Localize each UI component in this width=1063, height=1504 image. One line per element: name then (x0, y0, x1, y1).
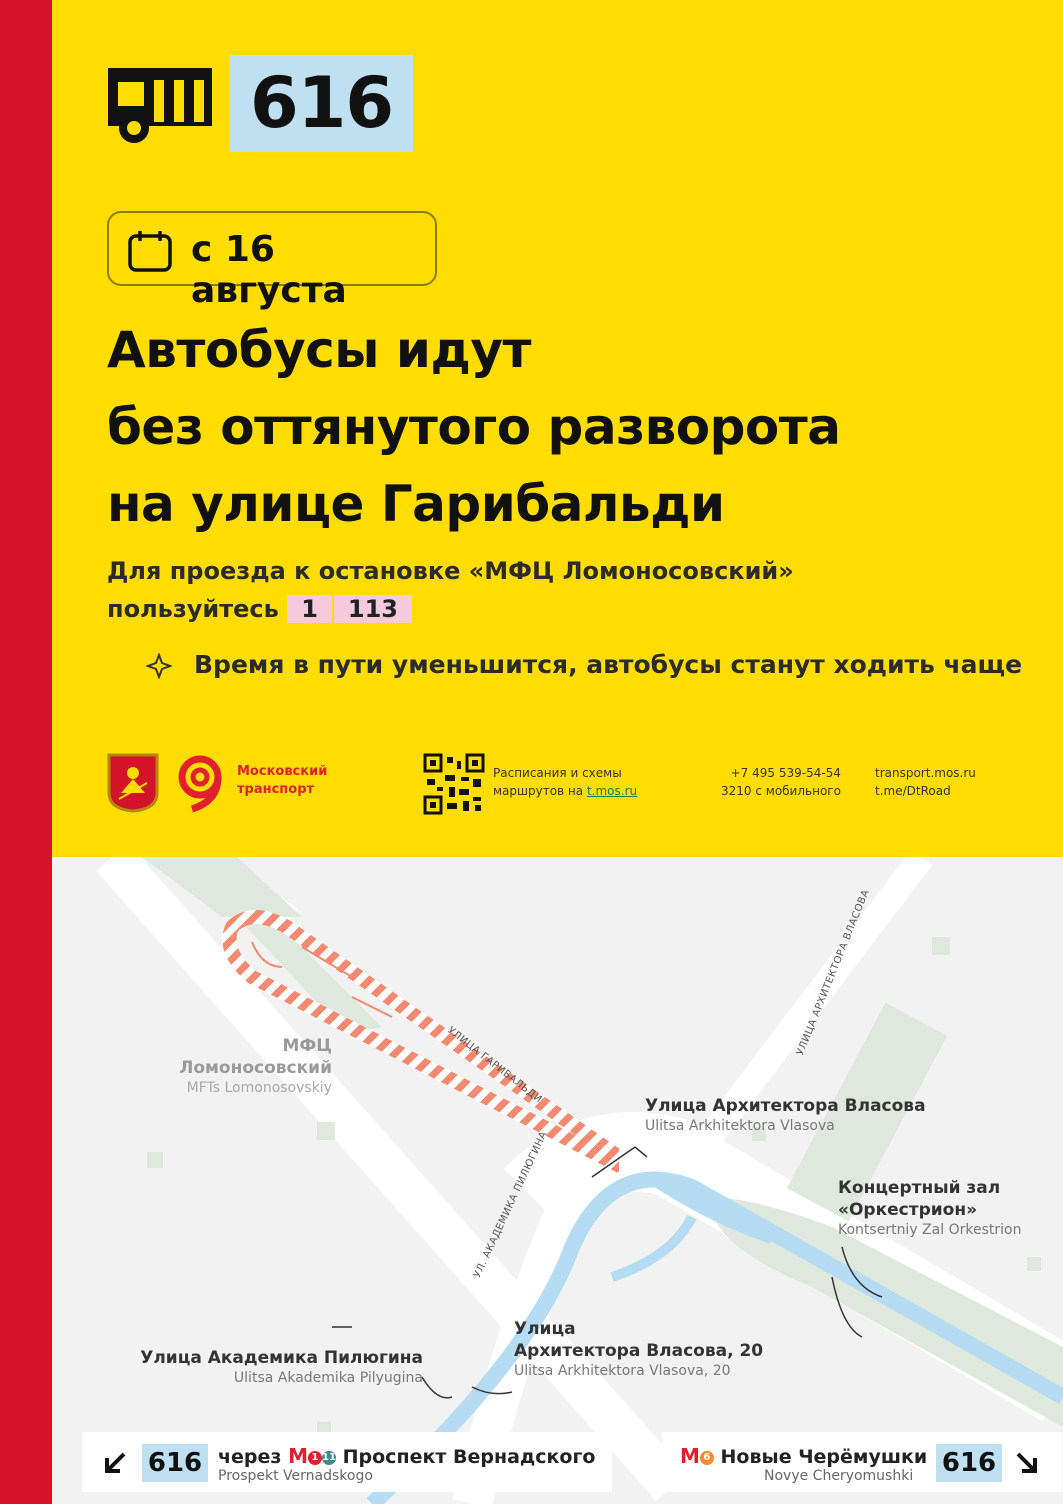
bus-icon (104, 62, 216, 146)
alt-route-pill-2: 113 (334, 595, 412, 623)
metro-line-11-badge: 11 (322, 1451, 336, 1463)
phone-block (721, 764, 841, 800)
sites-block (875, 764, 976, 800)
street-pilyugina: УЛ. АКАДЕМИКА ПИЛЮГИНА (472, 1129, 550, 1280)
stop-mfc-lomonosovsky (165, 1035, 332, 1097)
note-text: Время в пути уменьшится, автобусы станут ходить чаще (194, 650, 1023, 679)
street-vlasova: УЛИЦА АРХИТЕКТОРА ВЛАСОВА (795, 888, 872, 1058)
stop-vlasova-name: Улица Архитектора Власова (645, 1096, 926, 1116)
direction-right (662, 1432, 1062, 1492)
headline-line-3: на улице Гарибальди (107, 475, 725, 533)
stop-arkhitektora-vlasova (645, 1095, 926, 1135)
direction-right-route: 616 (936, 1444, 1002, 1482)
stop-pilyugina-translit: Ulitsa Akademika Pilyugina (233, 1370, 423, 1386)
metro-line-1-badge: 1 (308, 1451, 322, 1465)
qr-line-1: Расписания и схемы (493, 766, 622, 780)
direction-left-via (218, 1444, 595, 1484)
arrow-down-right-icon (1014, 1450, 1040, 1476)
route-number-badge (230, 55, 413, 152)
direction-left-route: 616 (142, 1444, 208, 1482)
direction-left-station-translit: Prospekt Vernadskogo (218, 1468, 373, 1484)
route-number: 616 (249, 62, 394, 144)
moscow-transport-text (237, 763, 327, 799)
short-number: 3210 с мобильного (721, 784, 841, 798)
stop-mfc-name-1: МФЦ (282, 1036, 332, 1056)
red-side-bar (0, 0, 52, 1504)
stop-mfc-name-2: Ломоносовский (179, 1058, 332, 1078)
sub-line-1: Для проезда к остановке «МФЦ Ломоносовский» (107, 557, 794, 585)
calendar-icon (127, 230, 173, 272)
direction-right-station-translit: Novye Cheryomushki (764, 1468, 914, 1484)
direction-right-station: Новые Черёмушки (720, 1446, 928, 1468)
stop-akademika-pilyugina (125, 1347, 423, 1387)
moscow-transport-logo-icon (172, 753, 228, 813)
street-garibaldi: УЛИЦА ГАРИБАЛЬДИ (445, 1025, 544, 1106)
qr-line-2: маршрутов на (493, 784, 584, 798)
alternative-routes-text (107, 552, 794, 628)
stop-vlasova20-name-1: Улица (514, 1319, 576, 1339)
headline-line-2: без оттянутого разворота (107, 398, 841, 456)
note (146, 650, 1022, 679)
arrow-down-left-icon (102, 1450, 128, 1476)
metro-logo-icon: М (288, 1444, 308, 1468)
stop-vlasova20-name-2: Архитектора Власова, 20 (514, 1341, 764, 1361)
sparkle-icon (146, 653, 172, 679)
stop-pilyugina-name: Улица Академика Пилюгина (140, 1348, 423, 1368)
qr-description (493, 764, 637, 800)
transport-site-link[interactable]: transport.mos.ru (875, 766, 976, 780)
route-map (52, 857, 1063, 1504)
stop-concert-name-2: «Оркестрион» (838, 1200, 978, 1220)
date-box (107, 211, 437, 311)
date-label: с 16 августа (191, 229, 347, 311)
stop-concert-translit: Kontsertniy Zal Orkestrion (838, 1222, 1022, 1238)
brand-line-2: транспорт (237, 782, 315, 797)
via-prefix: через (218, 1446, 282, 1468)
sub-line-2-prefix: пользуйтесь (107, 595, 279, 623)
direction-left (82, 1432, 612, 1492)
qr-code-icon[interactable] (423, 753, 485, 815)
direction-left-station: Проспект Вернадского (342, 1446, 596, 1468)
stop-concert-hall (838, 1177, 1021, 1239)
brand-line-1: Московский (237, 764, 328, 779)
stop-vlasova-translit: Ulitsa Arkhitektora Vlasova (645, 1118, 835, 1134)
alt-route-pill-1: 1 (287, 595, 332, 623)
phone-number[interactable]: +7 495 539-54-54 (730, 766, 841, 780)
metro-logo-icon: М (680, 1444, 700, 1468)
metro-line-6-badge: 6 (700, 1451, 714, 1465)
stop-vlasova-20 (514, 1318, 763, 1380)
stop-concert-name-1: Концертный зал (838, 1178, 1001, 1198)
tmos-link[interactable]: t.mos.ru (586, 784, 638, 798)
headline-line-1: Автобусы идут (107, 321, 531, 379)
stop-vlasova20-translit: Ulitsa Arkhitektora Vlasova, 20 (514, 1363, 731, 1379)
headline (107, 312, 1007, 543)
telegram-link[interactable]: t.me/DtRoad (875, 784, 951, 798)
direction-right-station-block (680, 1444, 927, 1484)
stop-mfc-translit: MFTs Lomonosovskiy (186, 1080, 332, 1096)
moscow-coat-of-arms-icon (107, 753, 159, 813)
